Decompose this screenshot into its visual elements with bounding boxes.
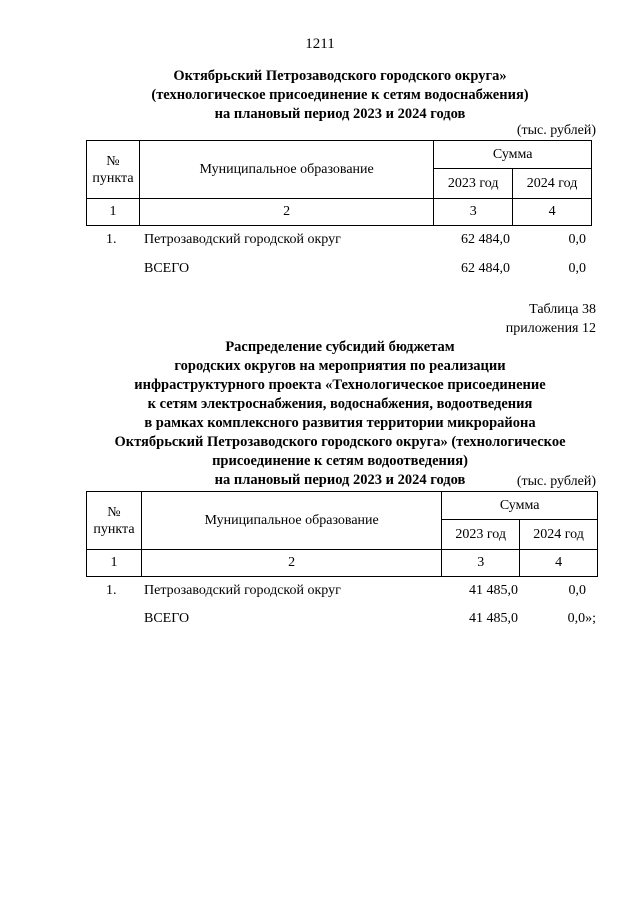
index-cell: 4 [513, 199, 592, 226]
header-sum: Сумма [434, 141, 592, 169]
title-line: (технологическое присоединение к сетям водоснабжения) [151, 87, 529, 103]
title-line: Октябрьский Петрозаводского городского округа» [173, 68, 507, 84]
header-municipality: Муниципальное образование [141, 492, 441, 550]
title-line: городских округов на мероприятия по реализации [174, 358, 506, 374]
row-2024: 0,0 [568, 232, 586, 247]
index-cell: 2 [139, 199, 433, 226]
index-cell: 3 [434, 199, 513, 226]
appendix-number: приложения 12 [505, 321, 596, 336]
table-row [0, 583, 640, 603]
page-number: 1211 [305, 36, 335, 52]
table-label [506, 300, 596, 338]
row-2024: 0,0 [568, 583, 586, 598]
section2-title [20, 338, 640, 490]
index-cell: 4 [520, 550, 598, 577]
row-2023: 41 485,0 [469, 583, 518, 598]
index-cell: 3 [442, 550, 520, 577]
row-2024: 0,0 [568, 261, 586, 276]
header-municipality: Муниципальное образование [139, 141, 433, 199]
index-cell: 1 [87, 199, 140, 226]
table-row [0, 232, 640, 252]
row-number: 1. [106, 583, 117, 598]
unit-label: (тыс. рублей) [516, 474, 596, 489]
header-number: № пункта [87, 141, 140, 199]
header-sum: Сумма [442, 492, 598, 520]
row-name: ВСЕГО [144, 261, 190, 276]
table-row [0, 261, 640, 281]
title-line: к сетям электроснабжения, водоснабжения, водоотведения [147, 396, 533, 412]
row-2023: 62 484,0 [461, 232, 510, 247]
section2-table [86, 491, 598, 577]
row-number: 1. [106, 232, 117, 247]
row-2023: 62 484,0 [461, 261, 510, 276]
title-line: на плановый период 2023 и 2024 годов [214, 106, 466, 122]
title-line: Распределение субсидий бюджетам [225, 339, 455, 355]
index-cell: 1 [87, 550, 142, 577]
row-name: Петрозаводский городской округ [144, 583, 341, 598]
header-2024: 2024 год [513, 169, 592, 199]
header-number: № пункта [87, 492, 142, 550]
header-2023: 2023 год [434, 169, 513, 199]
table-row [0, 611, 640, 631]
index-cell: 2 [141, 550, 441, 577]
row-2023: 41 485,0 [469, 611, 518, 626]
header-2023: 2023 год [442, 520, 520, 550]
title-line: в рамках комплексного развития территории микрорайона [144, 415, 536, 431]
unit-label: (тыс. рублей) [516, 123, 596, 138]
row-2024: 0,0»; [567, 611, 596, 626]
row-name: ВСЕГО [144, 611, 190, 626]
title-line: на плановый период 2023 и 2024 годов [214, 472, 466, 488]
row-name: Петрозаводский городской округ [144, 232, 341, 247]
title-line: инфраструктурного проекта «Технологическое присоединение [134, 377, 546, 393]
section1-title [40, 67, 640, 124]
section1-table [86, 140, 592, 226]
title-line: присоединение к сетям водоотведения) [212, 453, 468, 469]
title-line: Октябрьский Петрозаводского городского округа» (технологическое [114, 434, 566, 450]
header-2024: 2024 год [520, 520, 598, 550]
table-number: Таблица 38 [529, 302, 596, 317]
